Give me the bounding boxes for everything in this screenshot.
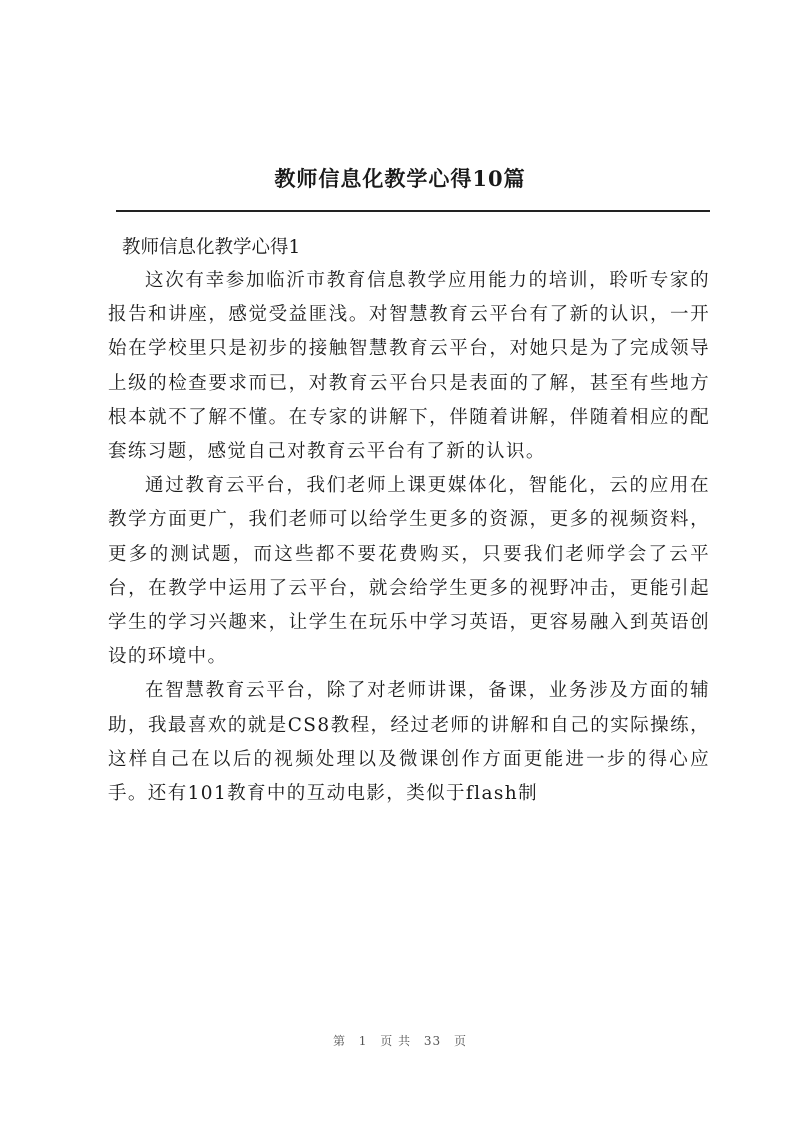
- footer-total-pages: 33: [423, 1034, 442, 1048]
- document-body: [108, 232, 710, 811]
- paragraph-2: 通过教育云平台，我们老师上课更媒体化，智能化，云的应用在教学方面更广，我们老师可以给学生更多的资源，更多的视频资料，更多的测试题，而这些都不要花费购买，只要我们老师学会了云平台，在教学中运用了云平台，就会给学生更多的视野冲击，更能引起学生的学习兴趣来，让学生在玩乐中学习英语，更容易融入到英语创设的环境中。: [108, 475, 710, 668]
- paragraph-3: 在智慧教育云平台，除了对老师讲课，备课，业务涉及方面的辅助，我最喜欢的就是CS8教程，经过老师的讲解和自己的实际操练，这样自己在以后的视频处理以及微课创作方面更能进一步的得心应手。还有101教育中的互动电影，类似于flash制: [108, 680, 710, 805]
- page-footer: [0, 1032, 800, 1049]
- footer-label-pages: 页: [454, 1034, 468, 1048]
- footer-label-of: 页 共: [380, 1034, 412, 1048]
- section-heading: 教师信息化教学心得1: [122, 237, 301, 258]
- page-title: 教师信息化教学心得10篇: [274, 166, 526, 191]
- footer-current-page: 1: [358, 1034, 368, 1048]
- paragraph-1: 这次有幸参加临沂市教育信息教学应用能力的培训，聆听专家的报告和讲座，感觉受益匪浅。对智慧教育云平台有了新的认识，一开始在学校里只是初步的接触智慧教育云平台，对她只是为了完成领导上级的检查要求而已，对教育云平台只是表面的了解，甚至有些地方根本就不了解不懂。在专家的讲解下，伴随着讲解，伴随着相应的配套练习题，感觉自己对教育云平台有了新的认识。: [108, 270, 710, 463]
- title-divider: [116, 210, 710, 212]
- footer-label-page: 第: [332, 1034, 346, 1048]
